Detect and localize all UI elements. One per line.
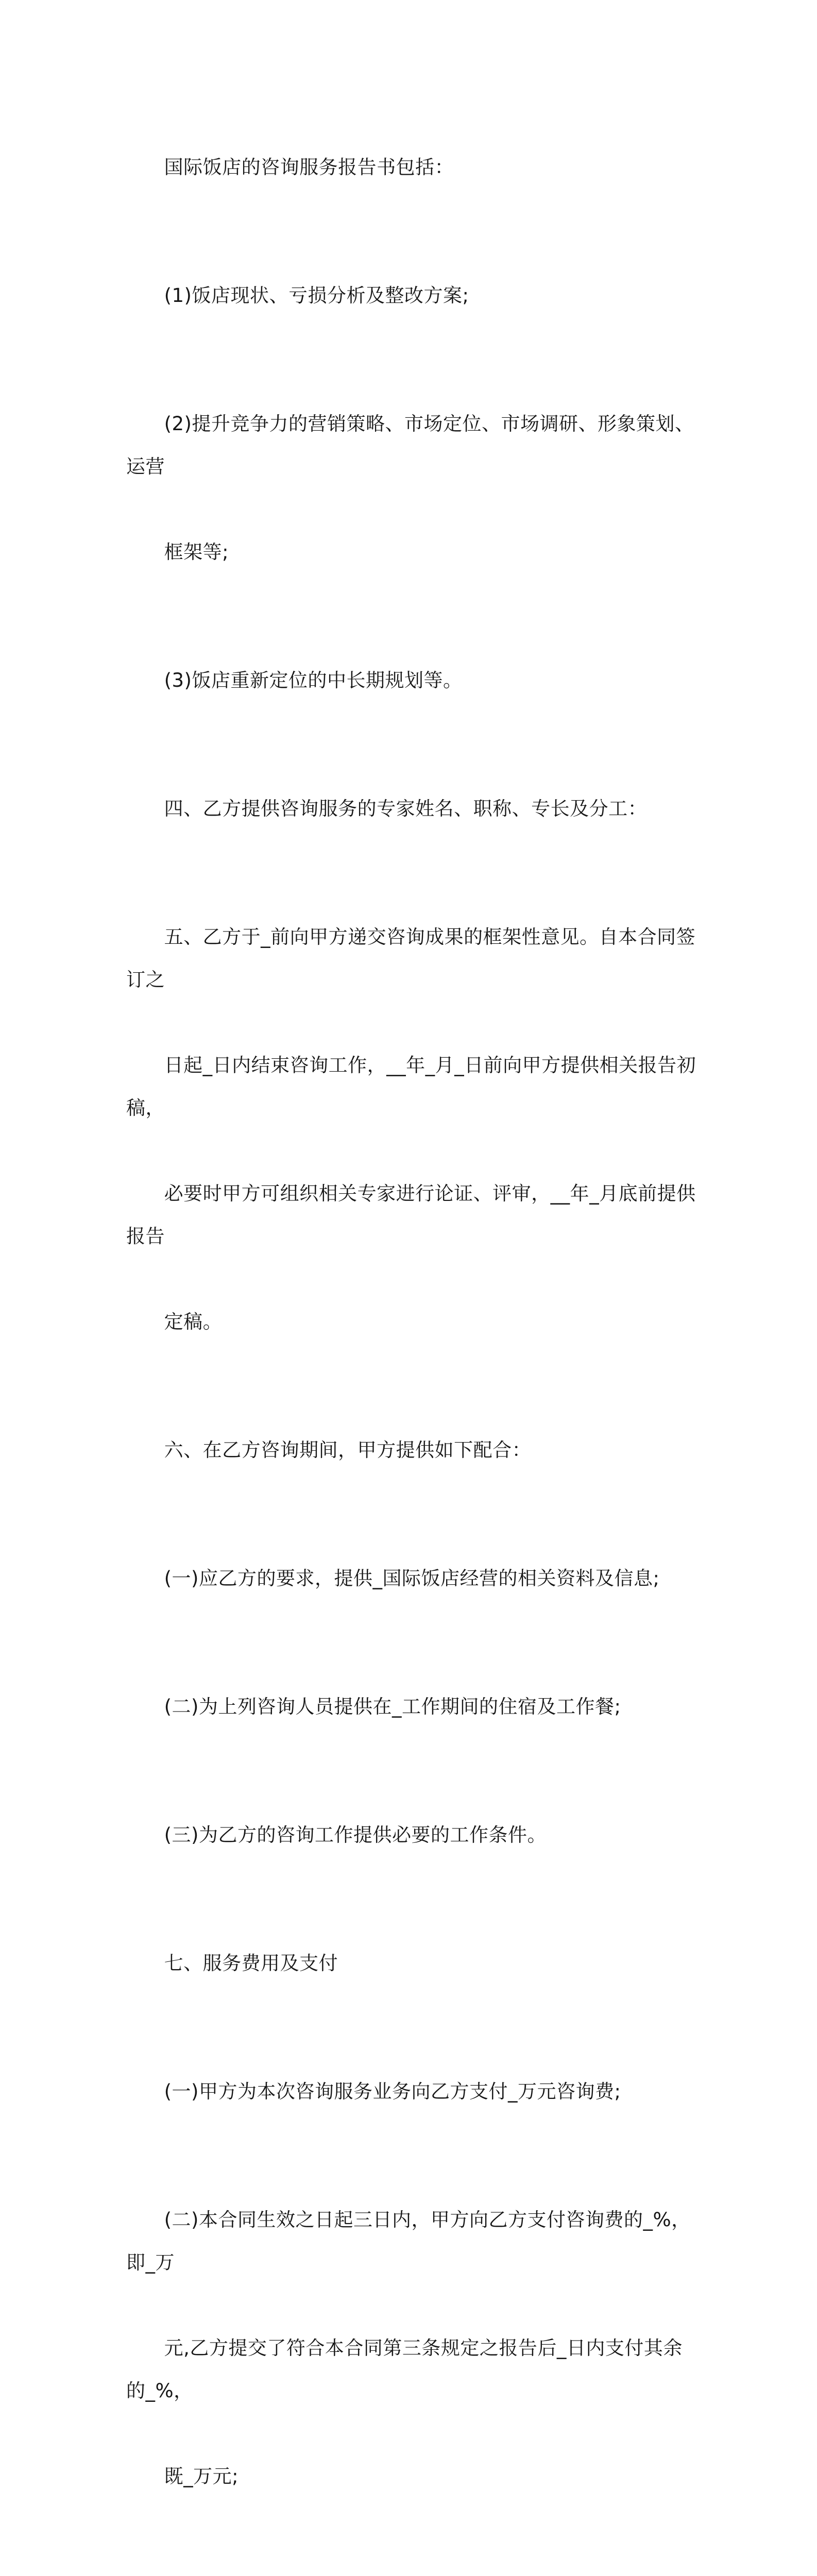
text-line: 定稿。 <box>164 1311 223 1333</box>
text-line: 五、乙方于_前向甲方递交咨询成果的框架性意见。自本合同签订之 <box>126 926 696 991</box>
text-line: (一)甲方为本次咨询服务业务向乙方支付_万元咨询费; <box>164 2080 621 2103</box>
text-line: (1)饭店现状、亏损分析及整改方案; <box>164 284 469 307</box>
text-line: (3)饭店重新定位的中长期规划等。 <box>164 669 463 691</box>
text-line: 六、在乙方咨询期间，甲方提供如下配合： <box>164 1439 532 1461</box>
paragraph-section-4-experts <box>126 744 701 873</box>
paragraph-item-3 <box>126 616 701 744</box>
paragraph-fee-item-2 <box>126 2156 701 2540</box>
text-line: 四、乙方提供咨询服务的专家姓名、职称、专长及分工： <box>164 798 648 820</box>
paragraph-fee-item-1 <box>126 2027 701 2156</box>
text-line: 框架等; <box>164 541 229 563</box>
text-line: 七、服务费用及支付 <box>164 1952 338 1974</box>
text-line: (2)提升竞争力的营销策略、市场定位、市场调研、形象策划、运营 <box>126 413 694 478</box>
paragraph-section-5-schedule <box>126 873 701 1386</box>
paragraph-fee-item-3 <box>126 2540 701 2576</box>
paragraph-item-1 <box>126 231 701 360</box>
paragraph-cooperation-item-1 <box>126 1514 701 1642</box>
text-line: 元,乙方提交了符合本合同第三条规定之报告后_日内支付其余的_%， <box>126 2337 683 2402</box>
text-line: (一)应乙方的要求，提供_国际饭店经营的相关资料及信息; <box>164 1567 660 1589</box>
paragraph-cooperation-item-2 <box>126 1642 701 1771</box>
text-line: (三)为乙方的咨询工作提供必要的工作条件。 <box>164 1824 547 1846</box>
paragraph-report-contents-intro <box>126 103 701 231</box>
document-body <box>126 103 701 2576</box>
text-line: (二)为上列咨询人员提供在_工作期间的住宿及工作餐; <box>164 1696 621 1718</box>
text-line: 国际饭店的咨询服务报告书包括： <box>164 156 454 178</box>
text-line: (二)本合同生效之日起三日内，甲方向乙方支付咨询费的_%，即_万 <box>126 2209 691 2274</box>
text-line: 必要时甲方可组织相关专家进行论证、评审，__年_月底前提供报告 <box>126 1182 696 1247</box>
text-line: 日起_日内结束咨询工作，__年_月_日前向甲方提供相关报告初稿， <box>126 1054 696 1119</box>
paragraph-cooperation-item-3 <box>126 1771 701 1899</box>
text-line: 既_万元; <box>164 2465 239 2487</box>
paragraph-section-6-cooperation <box>126 1386 701 1514</box>
paragraph-item-2 <box>126 360 701 616</box>
paragraph-section-7-fees <box>126 1899 701 2027</box>
